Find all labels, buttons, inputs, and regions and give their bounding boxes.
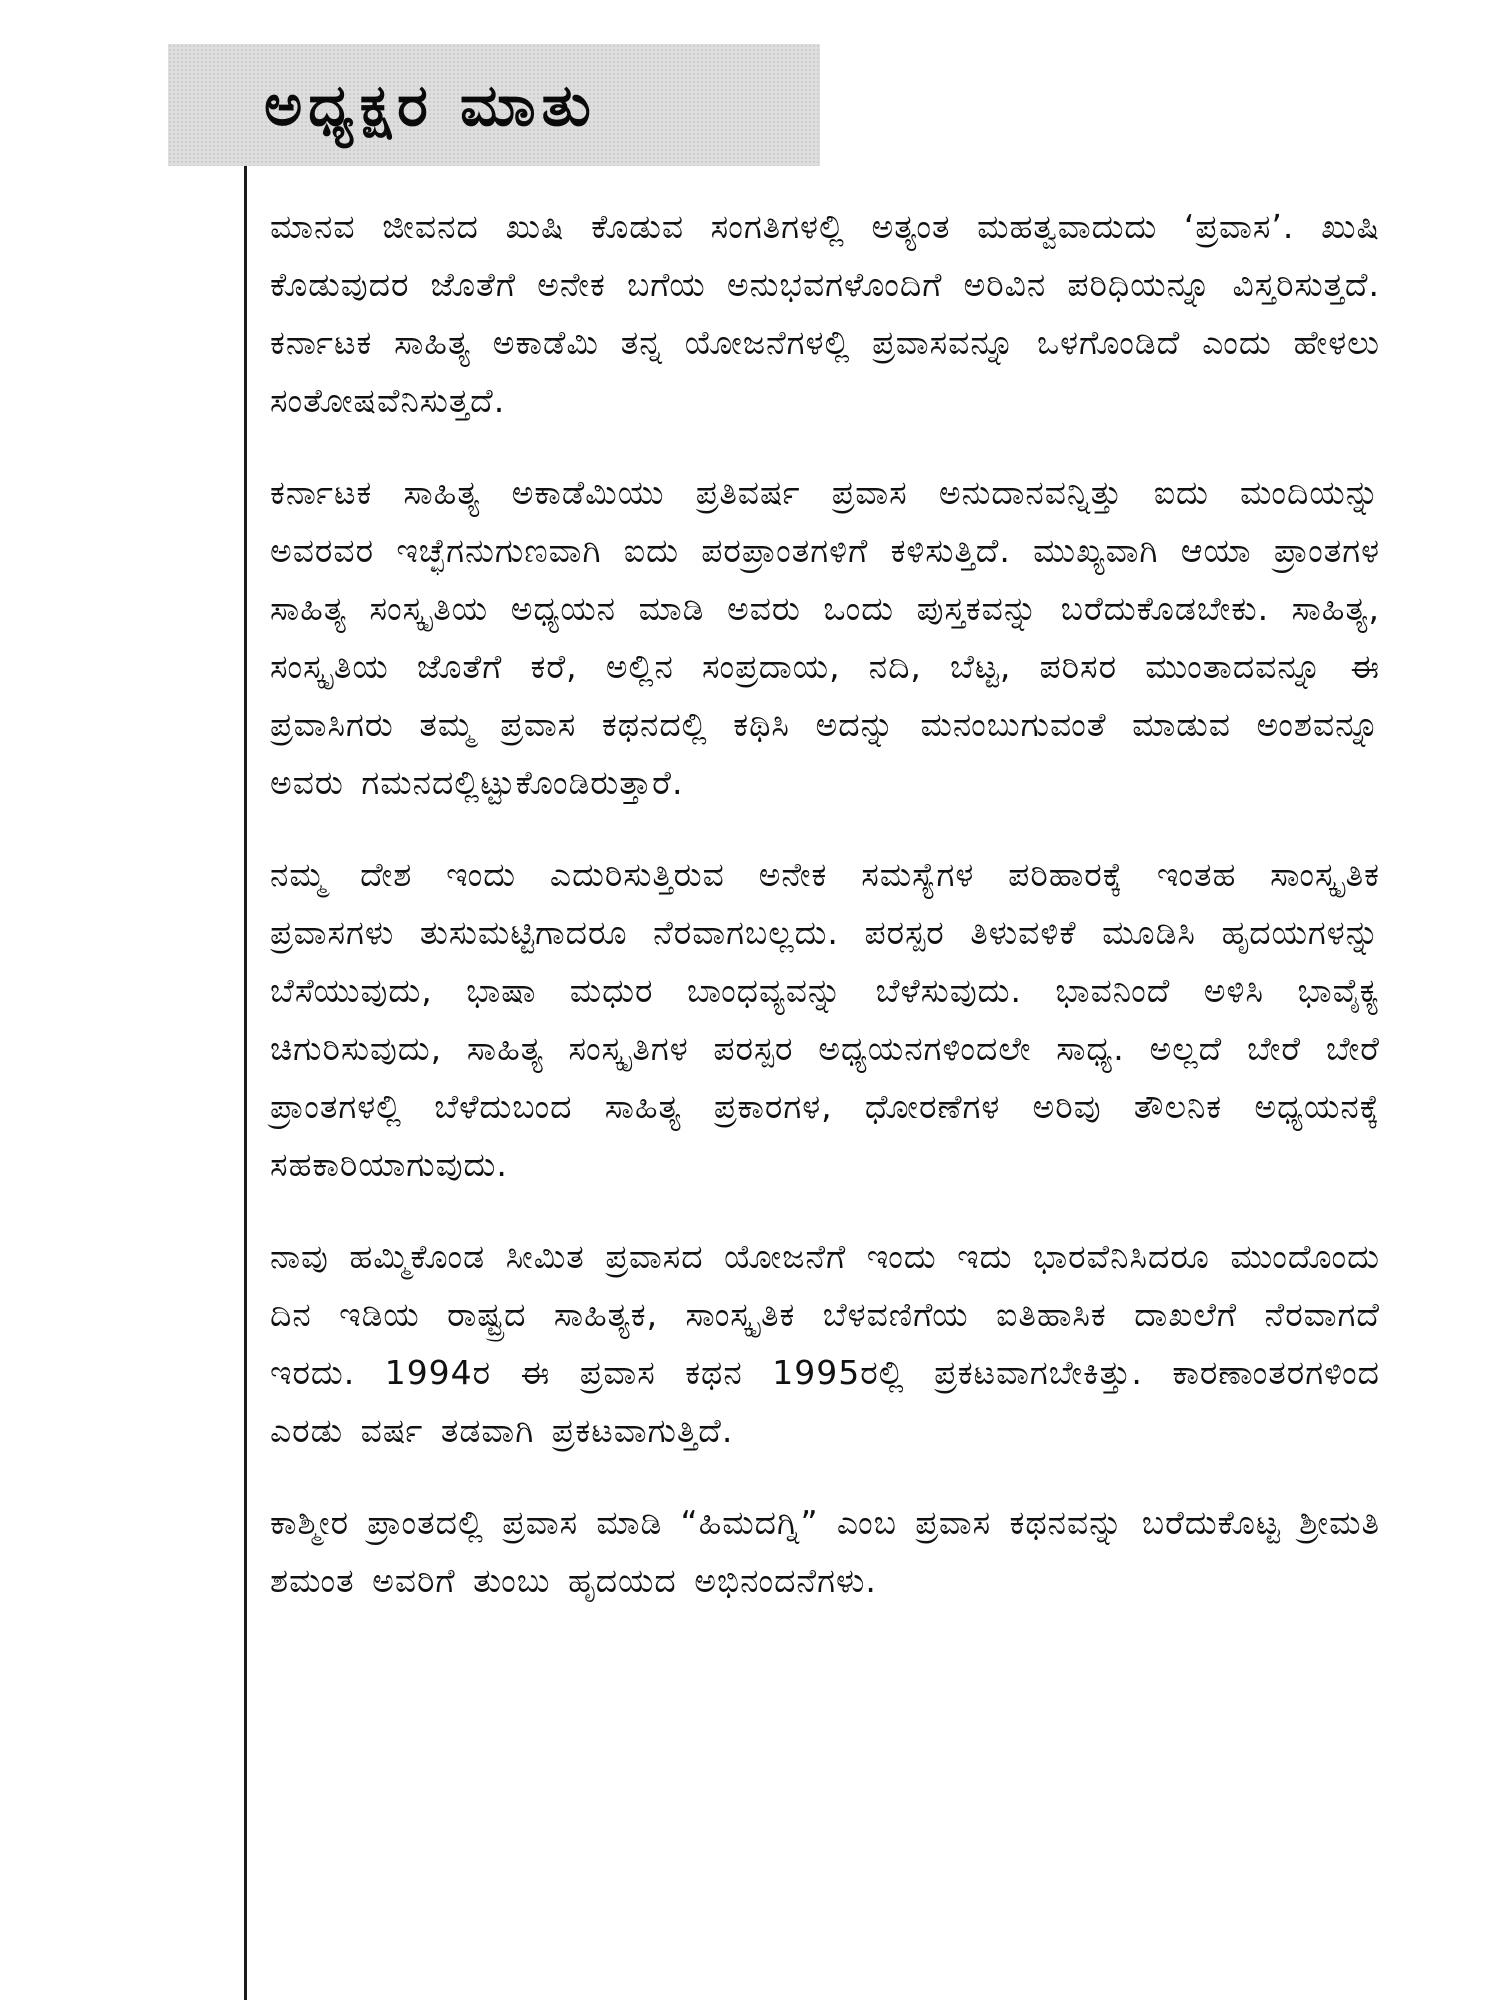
paragraph-5: ಕಾಶ್ಮೀರ ಪ್ರಾಂತದಲ್ಲಿ ಪ್ರವಾಸ ಮಾಡಿ “ಹಿಮದಗ್ನಿ” ಎಂಬ ಪ್ರವಾಸ ಕಥನವನ್ನು ಬರೆದುಕೊಟ್ಟ ಶ್ರೀಮತಿ ಶಮಂತ ಅವರಿಗೆ ತುಂಬು ಹೃದಯದ ಅಭಿನಂದನೆಗಳು. — [270, 1503, 1380, 1600]
page-title: ಅಧ್ಯಕ್ಷರ ಮಾತು — [264, 70, 597, 139]
paragraph-1: ಮಾನವ ಜೀವನದ ಖುಷಿ ಕೊಡುವ ಸಂಗತಿಗಳಲ್ಲಿ ಅತ್ಯಂತ ಮಹತ್ವವಾದುದು ‘ಪ್ರವಾಸ’. ಖುಷಿ ಕೊಡುವುದರ ಜೊತೆಗೆ ಅನೇಕ ಬಗೆಯ ಅನುಭವಗಳೊಂದಿಗೆ ಅರಿವಿನ ಪರಿಧಿಯನ್ನೂ ವಿಸ್ತರಿಸುತ್ತದೆ. ಕರ್ನಾಟಕ ಸಾಹಿತ್ಯ ಅಕಾಡೆಮಿ ತನ್ನ ಯೋಜನೆಗಳಲ್ಲಿ ಪ್ರವಾಸವನ್ನೂ ಒಳಗೊಂಡಿದೆ ಎಂದು ಹೇಳಲು ಸಂತೋಷವೆನಿಸುತ್ತದೆ. — [270, 207, 1380, 420]
heading-banner — [168, 44, 820, 166]
left-margin-rule — [244, 166, 247, 2000]
paragraph-3: ನಮ್ಮ ದೇಶ ಇಂದು ಎದುರಿಸುತ್ತಿರುವ ಅನೇಕ ಸಮಸ್ಯೆಗಳ ಪರಿಹಾರಕ್ಕೆ ಇಂತಹ ಸಾಂಸ್ಕೃತಿಕ ಪ್ರವಾಸಗಳು ತುಸುಮಟ್ಟಿಗಾದರೂ ನೆರವಾಗಬಲ್ಲದು. ಪರಸ್ಪರ ತಿಳುವಳಿಕೆ ಮೂಡಿಸಿ ಹೃದಯಗಳನ್ನು ಬೆಸೆಯುವುದು, ಭಾಷಾ ಮಧುರ ಬಾಂಧವ್ಯವನ್ನು ಬೆಳೆಸುವುದು. ಭಾವನಿಂದೆ ಅಳಿಸಿ ಭಾವೈಕ್ಯ ಚಿಗುರಿಸುವುದು, ಸಾಹಿತ್ಯ ಸಂಸ್ಕೃತಿಗಳ ಪರಸ್ಪರ ಅಧ್ಯಯನಗಳಿಂದಲೇ ಸಾಧ್ಯ. ಅಲ್ಲದೆ ಬೇರೆ ಬೇರೆ ಪ್ರಾಂತಗಳಲ್ಲಿ ಬೆಳೆದುಬಂದ ಸಾಹಿತ್ಯ ಪ್ರಕಾರಗಳ, ಧೋರಣೆಗಳ ಅರಿವು ತೌಲನಿಕ ಅಧ್ಯಯನಕ್ಕೆ ಸಹಕಾರಿಯಾಗುವುದು. — [270, 855, 1380, 1184]
paragraph-4: ನಾವು ಹಮ್ಮಿಕೊಂಡ ಸೀಮಿತ ಪ್ರವಾಸದ ಯೋಜನೆಗೆ ಇಂದು ಇದು ಭಾರವೆನಿಸಿದರೂ ಮುಂದೊಂದು ದಿನ ಇಡಿಯ ರಾಷ್ಟ್ರದ ಸಾಹಿತ್ಯಕ, ಸಾಂಸ್ಕೃತಿಕ ಬೆಳವಣಿಗೆಯ ಐತಿಹಾಸಿಕ ದಾಖಲೆಗೆ ನೆರವಾಗದೆ ಇರದು. 1994ರ ಈ ಪ್ರವಾಸ ಕಥನ 1995ರಲ್ಲಿ ಪ್ರಕಟವಾಗಬೇಕಿತ್ತು. ಕಾರಣಾಂತರಗಳಿಂದ ಎರಡು ವರ್ಷ ತಡವಾಗಿ ಪ್ರಕಟವಾಗುತ್ತಿದೆ. — [270, 1237, 1380, 1450]
body-text — [270, 198, 1380, 1644]
paragraph-2: ಕರ್ನಾಟಕ ಸಾಹಿತ್ಯ ಅಕಾಡೆಮಿಯು ಪ್ರತಿವರ್ಷ ಪ್ರವಾಸ ಅನುದಾನವನ್ನಿತ್ತು ಐದು ಮಂದಿಯನ್ನು ಅವರವರ ಇಚ್ಛೆಗನುಗುಣವಾಗಿ ಐದು ಪರಪ್ರಾಂತಗಳಿಗೆ ಕಳಿಸುತ್ತಿದೆ. ಮುಖ್ಯವಾಗಿ ಆಯಾ ಪ್ರಾಂತಗಳ ಸಾಹಿತ್ಯ ಸಂಸ್ಕೃತಿಯ ಅಧ್ಯಯನ ಮಾಡಿ ಅವರು ಒಂದು ಪುಸ್ತಕವನ್ನು ಬರೆದುಕೊಡಬೇಕು. ಸಾಹಿತ್ಯ, ಸಂಸ್ಕೃತಿಯ ಜೊತೆಗೆ ಕರೆ, ಅಲ್ಲಿನ ಸಂಪ್ರದಾಯ, ನದಿ, ಬೆಟ್ಟ, ಪರಿಸರ ಮುಂತಾದವನ್ನೂ ಈ ಪ್ರವಾಸಿಗರು ತಮ್ಮ ಪ್ರವಾಸ ಕಥನದಲ್ಲಿ ಕಥಿಸಿ ಅದನ್ನು ಮನಂಬುಗುವಂತೆ ಮಾಡುವ ಅಂಶವನ್ನೂ ಅವರು ಗಮನದಲ್ಲಿಟ್ಟುಕೊಂಡಿರುತ್ತಾರೆ. — [270, 473, 1380, 802]
